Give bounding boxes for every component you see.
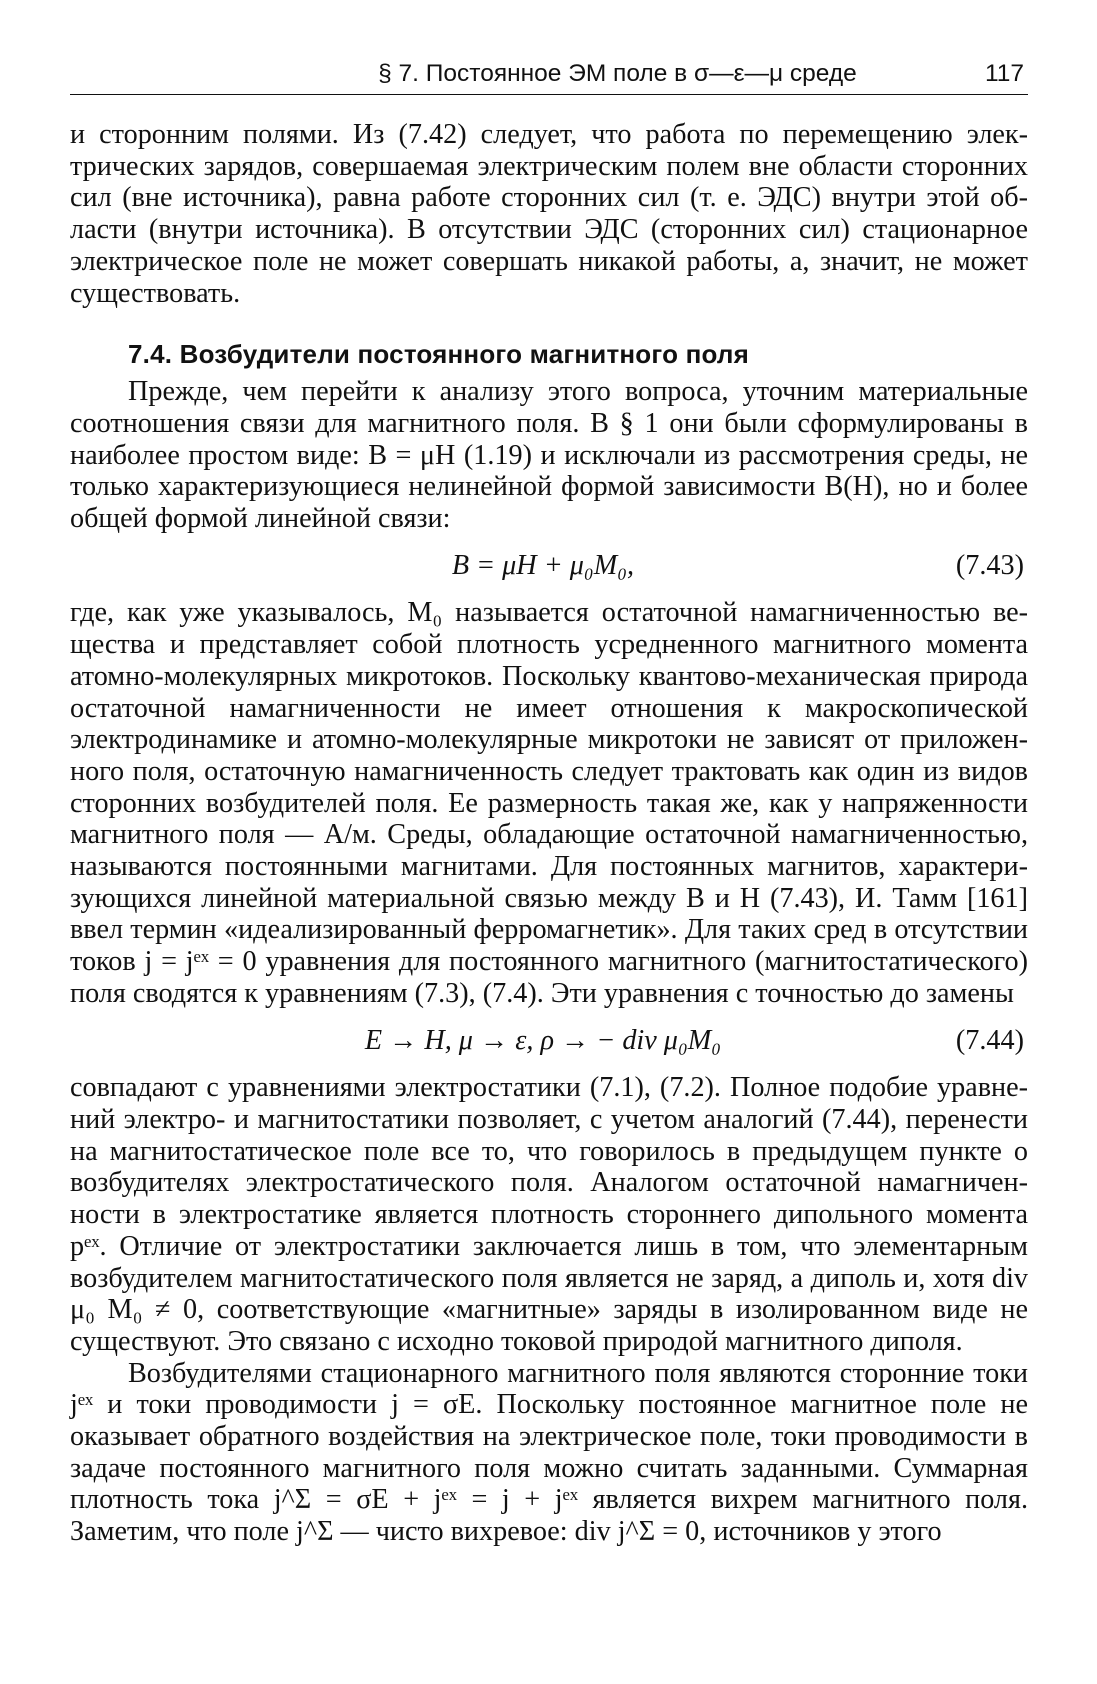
running-head-title: § 7. Постоянное ЭМ поле в σ—ε—μ среде [378, 60, 857, 87]
equation-7-44-expression: E → H, μ → ε, ρ → − div μ₀M₀ [364, 1024, 722, 1056]
equation-7-43-number: (7.43) [955, 549, 1024, 581]
paragraph-5: Возбудителями стационарного магнитного поля являются сторонние токи jᵉˣ и токи проводимости j = σE. Поскольку постоянное магнитное поле не оказывает обратного воздействия на электрическое поле, токи проводимости в задаче постоянного магнитного поля можно считать заданными. Суммарная плотность тока j^Σ = σE + jᵉˣ = j + jᵉˣ является вихрем магнитного поля. Заметим, что поле j^Σ — чисто вихревое: div j^Σ = 0, источников у этого [70, 1357, 1028, 1548]
section-heading: 7.4. Возбудители постоянного магнитного поля [128, 339, 750, 370]
equation-7-43 [70, 550, 1028, 582]
equation-7-44 [70, 1025, 1028, 1057]
paragraph-1: и сторонним полями. Из (7.42) следует, что работа по перемещению электрических зарядов, совершаемая электрическим полем вне области сторонних сил (вне источника), равна работе сторонних сил (т. е. ЭДС) внутри этой области (внутри источника). В отсутствии ЭДС (сторонних сил) стационарное электрическое поле не может совершать никакой работы, а, значит, не может существовать. [70, 119, 1028, 309]
page-number: 117 [984, 60, 1024, 87]
equation-7-44-number: (7.44) [955, 1024, 1024, 1056]
paragraph-4: совпадают с уравнениями электростатики (7.1), (7.2). Полное подобие уравнений электро- и магнитостатики позволяет, с учетом аналогий (7.44), перенести на магнитостатическое поле все то, что говорилось в предыдущем пункте о возбудителях электростатического поля. Аналогом остаточной намагниченности в электростатике является плотность стороннего дипольного момента pᵉˣ. Отличие от электростатики заключается лишь в том, что элементарным возбудителем магнитостатического поля является не заряд, а диполь и, хотя div μ₀ M₀ ≠ 0, соответствующие «магнитные» заряды в изолированном виде не существуют. Это связано с исходно токовой природой магнитного диполя. [70, 1072, 1028, 1357]
paragraph-3: где, как уже указывалось, M₀ называется остаточной намагниченностью вещества и представляет собой плотность усредненного магнитного момента атомно-молекулярных микротоков. Поскольку квантово-механическая природа остаточной намагниченности не имеет отношения к макроскопической электродинамике и атомно-молекулярные микротоки не зависят от приложенного поля, остаточную намагниченность следует трактовать как один из видов сторонних возбудителей поля. Ее размерность такая же, как у напряженности магнитного поля — А/м. Среды, обладающие остаточной намагниченностью, называются постоянными магнитами. Для постоянных магнитов, характеризующихся линейной материальной связью между B и H (7.43), И. Тамм [161] ввел термин «идеализированный ферромагнетик». Для таких сред в отсутствии токов j = jᵉˣ = 0 уравнения для постоянного магнитного (магнитостатического) поля сводятся к уравнениям (7.3), (7.4). Эти уравнения с точностью до замены [70, 597, 1028, 1009]
running-head [70, 60, 1028, 95]
paragraph-2: Прежде, чем перейти к анализу этого вопроса, уточним материальные соотношения связи для магнитного поля. В § 1 они были сформулированы в наиболее простом виде: B = μH (1.19) и исключали из рассмотрения среды, не только характеризующиеся нелинейной формой зависимости B(H), но и более общей формой линейной связи: [70, 376, 1028, 535]
book-page [70, 60, 1028, 1548]
equation-7-43-expression: B = μH + μ₀M₀, [451, 549, 635, 581]
